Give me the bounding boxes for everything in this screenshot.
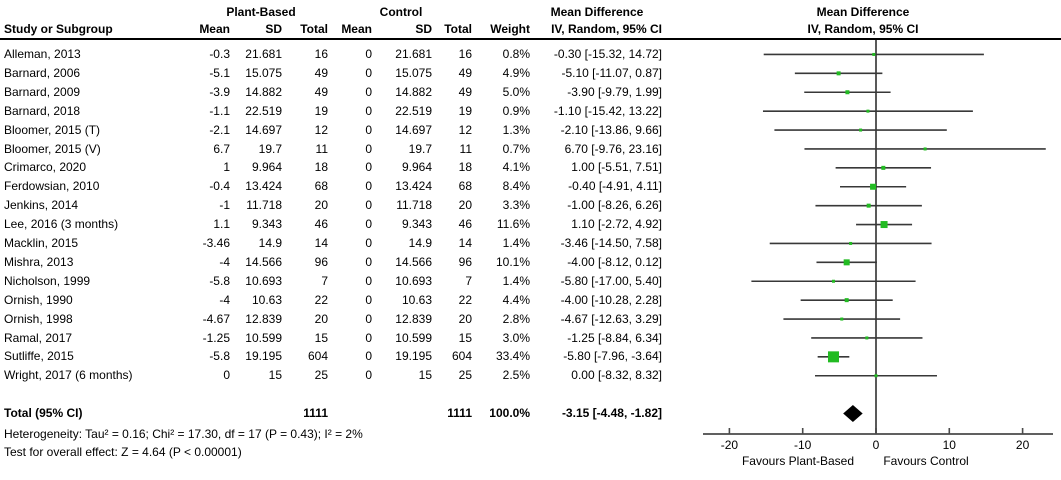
x-axis-tick-label: -10 (794, 438, 812, 452)
plant-total-value: 20 (314, 311, 328, 326)
control-total-value: 19 (458, 103, 472, 118)
control-mean-value: 0 (365, 47, 372, 61)
plant-sd-value: 19.7 (258, 141, 282, 156)
ci-text-value: 0.00 [-8.32, 8.32] (571, 368, 662, 383)
control-mean-value: 0 (365, 103, 372, 118)
weight-value: 3.3% (502, 198, 530, 213)
control-sd-value: 10.63 (401, 292, 432, 307)
control-mean-value: 0 (365, 349, 372, 364)
control-mean-value: 0 (365, 198, 372, 213)
plant-total-value: 604 (307, 349, 328, 364)
control-mean-value: 0 (365, 141, 372, 156)
plant-total-value: 11 (315, 141, 328, 156)
weight-value: 1.3% (502, 122, 530, 137)
control-total-value: 25 (458, 368, 472, 383)
effect-square (837, 71, 841, 75)
control-sd-value: 12.839 (395, 311, 432, 326)
plant-mean-value: -3.9 (209, 84, 230, 99)
weight-value: 33.4% (495, 349, 530, 364)
ci-text-value: -5.80 [-17.00, 5.40] (560, 273, 662, 288)
control-mean-value: 0 (365, 254, 372, 269)
control-sd-value: 19.7 (408, 141, 432, 156)
study-name: Mishra, 2013 (4, 254, 74, 269)
study-name: Macklin, 2015 (4, 236, 79, 250)
weight-value: 11.6% (496, 217, 530, 232)
group2-header: Control (379, 5, 423, 19)
control-mean-value: 0 (365, 330, 372, 345)
plant-total-value: 49 (314, 84, 328, 99)
effect-square (870, 184, 876, 190)
control-total-value: 96 (458, 254, 472, 269)
plant-total-value: 49 (314, 65, 328, 80)
control-total-value: 46 (458, 217, 472, 232)
weight-value: 0.9% (502, 103, 530, 118)
control-sd-value: 14.697 (395, 122, 432, 137)
control-sd-value: 11.718 (396, 198, 432, 213)
weight-value: 4.1% (502, 160, 530, 175)
plant-mean-value: -3.46 (202, 236, 230, 250)
effect-square (866, 110, 869, 113)
effect-square (859, 129, 862, 132)
plant-sd-value: 21.681 (245, 47, 282, 61)
control-total-value: 604 (451, 349, 472, 364)
weight-column-header: Weight (490, 22, 530, 36)
weight-value: 10.1% (495, 254, 530, 269)
plant-mean-value: -4 (219, 292, 230, 307)
ci-text-value: -0.40 [-4.91, 4.11] (568, 179, 662, 194)
overall-effect-note: Test for overall effect: Z = 4.64 (P < 0.00001) (4, 445, 242, 459)
plant-sd-value: 14.882 (245, 84, 282, 99)
ci-text-value: -4.00 [-8.12, 0.12] (567, 254, 662, 269)
control-sd-value: 15 (418, 368, 432, 383)
control-mean-value: 0 (365, 368, 372, 383)
plant-sd-value: 10.599 (245, 330, 282, 345)
control-total-value: 49 (458, 65, 472, 80)
plant-total-value: 19 (314, 103, 328, 118)
weight-value: 1.4% (502, 236, 530, 250)
control-mean-value: 0 (365, 292, 372, 307)
ci-text-value: -1.00 [-8.26, 6.26] (567, 198, 662, 213)
study-name: Ornish, 1998 (4, 311, 73, 326)
ci-text-value: -3.90 [-9.79, 1.99] (567, 84, 662, 99)
effect-square (849, 242, 852, 245)
study-name: Lee, 2016 (3 months) (4, 217, 119, 232)
weight-value: 3.0% (502, 330, 530, 345)
plant-mean-value: -1.25 (202, 330, 230, 345)
plant-sd-value: 11.718 (246, 198, 282, 213)
plant-mean-value: -5.8 (209, 349, 230, 364)
ci-text-value: 6.70 [-9.76, 23.16] (564, 141, 662, 156)
study-column-header: Study or Subgroup (4, 22, 113, 36)
control-mean-value: 0 (365, 179, 372, 194)
control-total-column-header: Total (444, 22, 472, 36)
plant-total-value: 46 (314, 217, 328, 232)
effect-square (865, 336, 868, 339)
weight-value: 0.7% (502, 141, 530, 156)
study-name: Barnard, 2018 (4, 103, 81, 118)
study-name: Ferdowsian, 2010 (4, 179, 100, 194)
control-mean-value: 0 (365, 160, 372, 175)
total-plant-n: 1111 (303, 406, 328, 420)
group1-header: Plant-Based (226, 5, 296, 19)
heterogeneity-note: Heterogeneity: Tau² = 0.16; Chi² = 17.30, df = 17 (P = 0.43); I² = 2% (4, 427, 363, 441)
control-total-value: 14 (458, 236, 472, 250)
control-mean-value: 0 (365, 65, 372, 80)
ci-text-value: -3.46 [-14.50, 7.58] (560, 236, 662, 250)
total-control-n: 1111 (447, 406, 472, 420)
plant-sd-value: 10.693 (245, 273, 282, 288)
study-name: Ornish, 1990 (4, 292, 73, 307)
ci-text-value: -0.30 [-15.32, 14.72] (553, 47, 662, 61)
weight-value: 4.4% (502, 292, 530, 307)
control-total-value: 20 (458, 311, 472, 326)
plant-sd-value: 14.9 (258, 236, 282, 250)
plant-mean-value: 1 (223, 160, 230, 175)
control-mean-value: 0 (365, 122, 372, 137)
plant-sd-value: 14.566 (245, 254, 282, 269)
total-weight: 100.0% (489, 406, 530, 420)
study-name: Barnard, 2006 (4, 65, 81, 80)
ci-text-value: -4.67 [-12.63, 3.29] (560, 311, 662, 326)
plant-sd-value: 15.075 (245, 65, 282, 80)
x-axis-tick-label: -20 (720, 438, 739, 452)
plant-mean-value: -4.67 (202, 311, 230, 326)
ci-text-value: -5.80 [-7.96, -3.64] (563, 349, 662, 364)
plant-sd-value: 14.697 (245, 122, 282, 137)
weight-value: 1.4% (502, 273, 530, 288)
study-name: Wright, 2017 (6 months) (4, 368, 133, 383)
effect-square (840, 318, 843, 321)
control-sd-value: 9.964 (401, 160, 432, 175)
ci-column-header: IV, Random, 95% CI (551, 22, 662, 36)
plant-mean-value: -1 (219, 198, 230, 213)
x-axis-tick-label: 20 (1015, 438, 1030, 452)
control-total-value: 15 (458, 330, 472, 345)
weight-value: 2.5% (502, 368, 530, 383)
plant-sd-value: 9.343 (251, 217, 282, 232)
study-name: Barnard, 2009 (4, 84, 81, 99)
control-mean-value: 0 (365, 84, 372, 99)
control-sd-column-header: SD (415, 22, 432, 36)
x-axis-tick-label: 10 (942, 438, 956, 452)
plant-mean-value: 0 (223, 368, 230, 383)
control-mean-value: 0 (365, 236, 372, 250)
ci-text-value: 1.10 [-2.72, 4.92] (571, 217, 662, 232)
plant-sd-column-header: SD (265, 22, 282, 36)
study-name: Crimarco, 2020 (4, 160, 87, 175)
study-name: Bloomer, 2015 (T) (4, 122, 101, 137)
control-mean-value: 0 (365, 217, 372, 232)
plant-total-value: 22 (314, 292, 328, 307)
plant-total-value: 15 (314, 330, 328, 345)
control-mean-value: 0 (365, 311, 372, 326)
plant-sd-value: 15 (268, 368, 282, 383)
ci-text-value: -2.10 [-13.86, 9.66] (560, 122, 662, 137)
plant-mean-value: -0.4 (209, 179, 230, 194)
control-total-value: 68 (458, 179, 472, 194)
control-total-value: 16 (458, 47, 472, 61)
control-mean-column-header: Mean (341, 22, 372, 36)
control-sd-value: 10.599 (395, 330, 432, 345)
plant-total-value: 68 (314, 179, 328, 194)
total-label: Total (95% CI) (4, 406, 83, 420)
control-sd-value: 10.693 (395, 273, 432, 288)
control-total-value: 49 (458, 84, 472, 99)
effect-square (875, 374, 878, 377)
plant-total-value: 96 (314, 254, 328, 269)
weight-value: 0.8% (502, 47, 530, 61)
total-ci-text: -3.15 [-4.48, -1.82] (561, 406, 662, 420)
plant-total-column-header: Total (300, 22, 328, 36)
control-sd-value: 14.566 (395, 254, 432, 269)
plant-total-value: 16 (314, 47, 328, 61)
plant-mean-value: 6.7 (213, 141, 230, 156)
plant-mean-column-header: Mean (199, 22, 230, 36)
ci-text-value: -5.10 [-11.07, 0.87] (561, 65, 662, 80)
plant-mean-value: -0.3 (209, 47, 230, 61)
plant-mean-value: -1.1 (209, 103, 230, 118)
effect-square (867, 204, 871, 208)
control-mean-value: 0 (365, 273, 372, 288)
plant-total-value: 20 (314, 198, 328, 213)
mean-difference-plot-header: Mean Difference (816, 5, 910, 19)
effect-square (924, 147, 927, 150)
plant-mean-value: 1.1 (213, 217, 230, 232)
plant-sd-value: 22.519 (245, 103, 282, 118)
plant-mean-value: -5.1 (209, 65, 230, 80)
plant-sd-value: 9.964 (251, 160, 282, 175)
control-sd-value: 14.882 (395, 84, 432, 99)
favours-left-label: Favours Plant-Based (741, 454, 855, 468)
control-sd-value: 15.075 (395, 65, 432, 80)
summary-diamond (843, 405, 862, 422)
plant-sd-value: 19.195 (245, 349, 282, 364)
plant-sd-value: 12.839 (245, 311, 282, 326)
weight-value: 5.0% (502, 84, 530, 99)
control-total-value: 18 (458, 160, 472, 175)
control-sd-value: 9.343 (401, 217, 432, 232)
control-sd-value: 22.519 (395, 103, 432, 118)
effect-square (845, 90, 849, 94)
plant-total-value: 7 (321, 273, 328, 288)
mean-difference-text-header: Mean Difference (550, 5, 644, 19)
effect-square (828, 351, 839, 362)
plant-mean-value: -4 (219, 254, 230, 269)
control-total-value: 12 (458, 122, 472, 137)
study-name: Alleman, 2013 (4, 47, 81, 61)
ci-text-value: 1.00 [-5.51, 7.51] (571, 160, 662, 175)
effect-square (881, 221, 888, 228)
control-sd-value: 21.681 (395, 47, 432, 61)
control-sd-value: 19.195 (395, 349, 432, 364)
ci-text-value: -1.25 [-8.84, 6.34] (567, 330, 662, 345)
control-total-value: 7 (465, 273, 472, 288)
effect-square (844, 259, 850, 265)
study-name: Jenkins, 2014 (4, 198, 79, 213)
control-total-value: 20 (458, 198, 472, 213)
control-total-value: 22 (458, 292, 472, 307)
effect-square (872, 53, 875, 56)
plant-mean-value: -5.8 (209, 273, 230, 288)
effect-square (881, 166, 885, 170)
x-axis-tick-label: 0 (872, 438, 880, 452)
plant-mean-value: -2.1 (209, 122, 230, 137)
study-name: Sutliffe, 2015 (4, 349, 74, 364)
favours-right-label: Favours Control (883, 454, 969, 468)
plant-total-value: 12 (314, 122, 328, 137)
plant-total-value: 25 (314, 368, 328, 383)
weight-value: 4.9% (502, 65, 530, 80)
effect-square (845, 298, 849, 302)
study-name: Nicholson, 1999 (4, 273, 91, 288)
ci-plot-column-header: IV, Random, 95% CI (807, 22, 919, 36)
weight-value: 8.4% (502, 179, 530, 194)
control-sd-value: 13.424 (395, 179, 432, 194)
study-name: Ramal, 2017 (4, 330, 73, 345)
weight-value: 2.8% (502, 311, 530, 326)
plant-total-value: 14 (314, 236, 328, 250)
plant-sd-value: 10.63 (251, 292, 282, 307)
plant-total-value: 18 (314, 160, 328, 175)
ci-text-value: -4.00 [-10.28, 2.28] (560, 292, 662, 307)
control-sd-value: 14.9 (408, 236, 432, 250)
control-total-value: 11 (459, 141, 472, 156)
study-name: Bloomer, 2015 (V) (4, 141, 101, 156)
effect-square (832, 280, 835, 283)
ci-text-value: -1.10 [-15.42, 13.22] (553, 103, 662, 118)
plant-sd-value: 13.424 (245, 179, 282, 194)
